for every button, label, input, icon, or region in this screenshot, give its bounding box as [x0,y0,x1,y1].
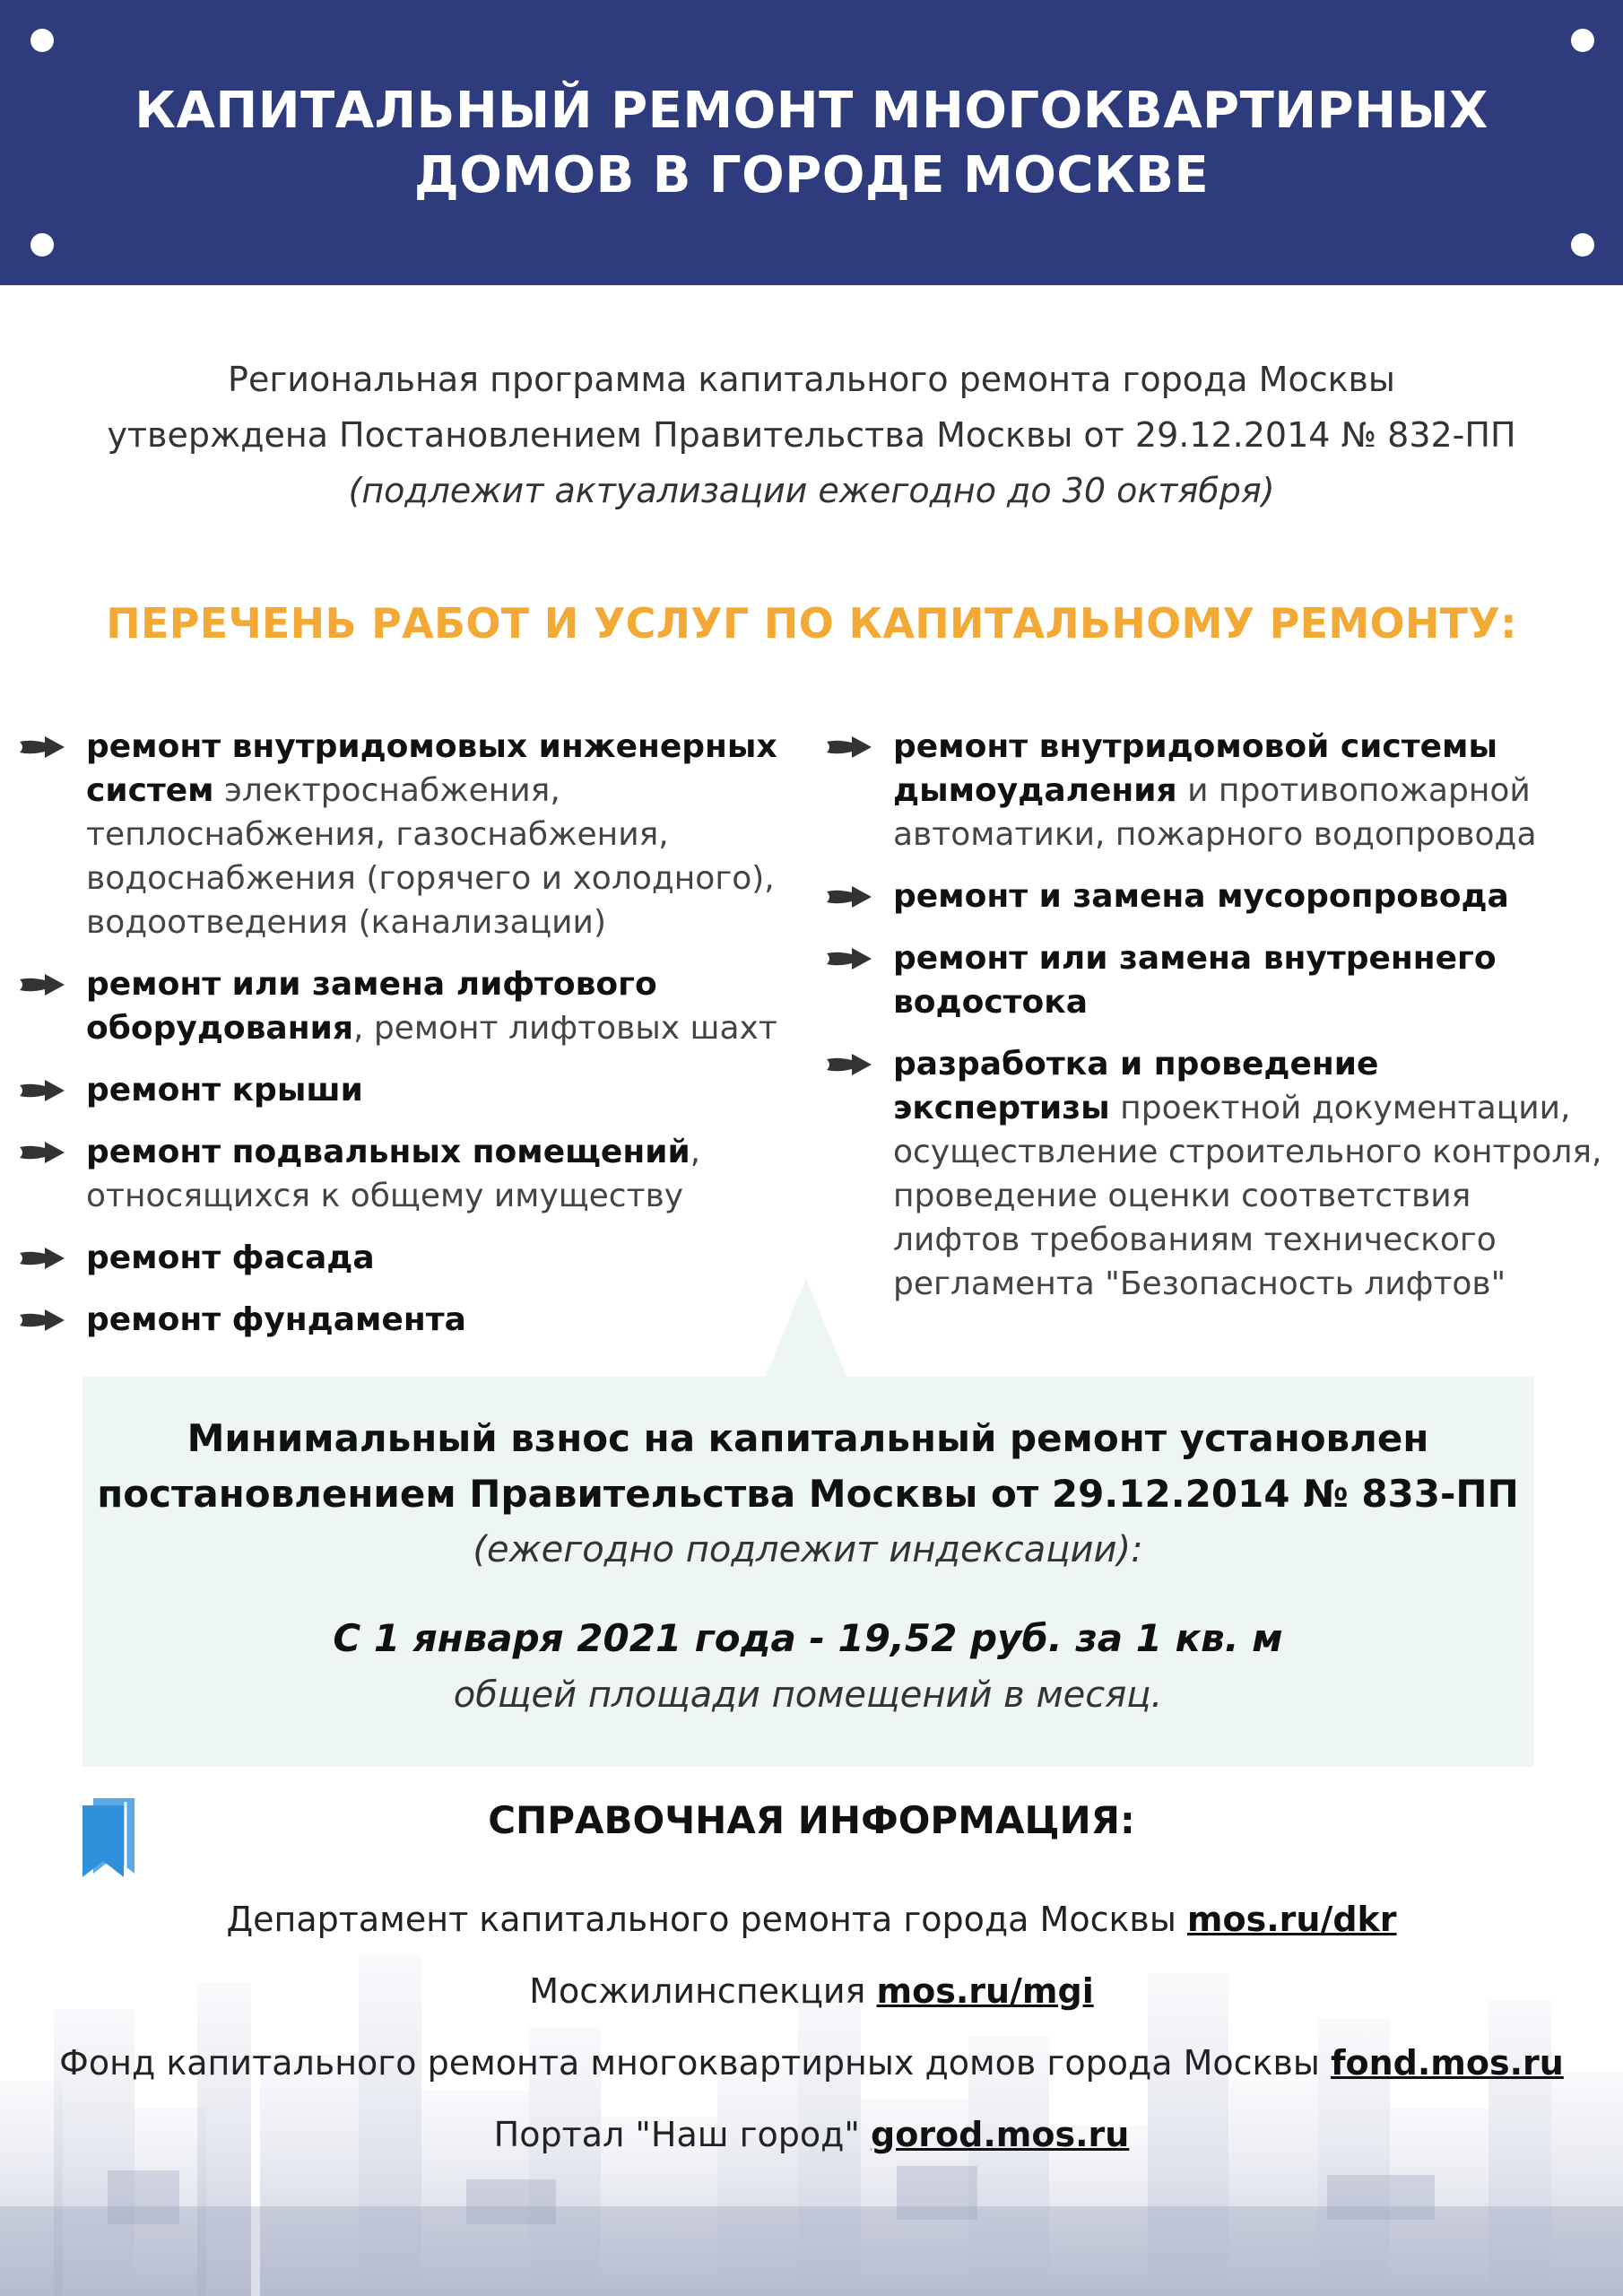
arrow-icon [18,1245,66,1272]
list-item [825,936,1605,1024]
link-gorod-mos[interactable]: gorod.mos.ru [871,2115,1130,2154]
intro-line2: утверждена Постановлением Правительства Москвы от 29.12.2014 № 832-ПП [107,415,1516,455]
reference-item-mgi [0,1971,1623,2011]
item-bold: ремонт фундамента [86,1301,466,1338]
list-item [18,1068,825,1112]
link-mos-mgi[interactable]: mos.ru/mgi [876,1971,1094,2011]
list-item [825,1042,1605,1306]
page-title-line1: КАПИТАЛЬНЫЙ РЕМОНТ МНОГОКВАРТИРНЫХ [135,82,1488,140]
item-text: электроснабжения, теплоснабжения, газоснабжения, водоснабжения (горячего и холодного), водоотведения (канализации) [86,772,775,941]
decor-dot [30,233,54,257]
decor-dot [1571,29,1594,52]
item-text: и противопожарной автоматики, пожарного водопровода [893,772,1537,853]
list-item [18,1236,825,1280]
arrow-icon [18,1307,66,1334]
contribution-line1: Минимальный взнос на капитальный ремонт установлен [187,1416,1429,1460]
list-item [825,874,1605,918]
reference-text: Мосжилинспекция [529,1971,877,2011]
intro-line1: Региональная программа капитального ремонта города Москвы [228,360,1395,399]
works-list-left [18,725,825,1360]
item-bold: ремонт внутридомовых инженерных систем [86,728,777,809]
list-item [18,725,825,944]
arrow-icon [825,734,873,761]
list-item [18,1298,825,1342]
decor-dot [30,29,54,52]
arrow-icon [18,734,66,761]
program-intro [0,352,1623,518]
contribution-line5: общей площади помещений в месяц. [453,1674,1163,1716]
decor-dot [1571,233,1594,257]
link-mos-dkr[interactable]: mos.ru/dkr [1186,1900,1397,1939]
list-item [825,725,1605,857]
contribution-rate: С 1 января 2021 года - 19,52 руб. за 1 кв. м [333,1616,1283,1660]
contribution-line3: (ежегодно подлежит индексации): [473,1529,1143,1570]
reference-text: Департамент капитального ремонта города Москвы [226,1900,1187,1939]
item-bold: ремонт и замена мусоропровода [893,878,1509,915]
item-bold: ремонт подвальных помещений [86,1134,690,1170]
reference-title: СПРАВОЧНАЯ ИНФОРМАЦИЯ: [488,1798,1135,1842]
works-list-right [825,725,1605,1324]
item-bold: ремонт внутридомовой системы дымоудаления [893,728,1497,809]
reference-item-dkr [0,1900,1623,1939]
arrow-icon [825,945,873,972]
item-bold: ремонт крыши [86,1072,363,1109]
arrow-icon [825,883,873,910]
page-title-line2: ДОМОВ В ГОРОДЕ МОСКВЕ [413,146,1210,204]
header-banner [0,0,1623,285]
reference-item-gorod [0,2115,1623,2154]
reference-item-fond [0,2043,1623,2083]
page-title [0,79,1623,208]
arrow-icon [18,1077,66,1104]
arrow-icon [825,1051,873,1078]
arrow-icon [18,1139,66,1166]
item-text: , ремонт лифтовых шахт [352,1010,777,1047]
link-fond-mos[interactable]: fond.mos.ru [1330,2043,1564,2083]
item-bold: разработка и проведение экспертизы [893,1046,1379,1126]
intro-line3: (подлежит актуализации ежегодно до 30 октября) [348,471,1275,510]
contribution-panel [82,1377,1533,1767]
item-bold: ремонт фасада [86,1239,375,1276]
item-bold: ремонт или замена внутреннего водостока [893,940,1497,1021]
item-text: , относящихся к общему имуществу [86,1134,701,1214]
reference-text: Портал "Наш город" [493,2115,871,2154]
list-item [18,962,825,1050]
city-skyline-background [0,1901,1623,2296]
arrow-icon [18,971,66,998]
panel-pointer [765,1278,847,1378]
item-text: проектной документации, осуществление строительного контроля, проведение оценки соответствия лифтов требованиям технического регламента "Безопасность лифтов" [893,1090,1602,1302]
reference-text: Фонд капитального ремонта многоквартирных домов города Москвы [59,2043,1331,2083]
contribution-line2: постановлением Правительства Москвы от 29.12.2014 № 833-ПП [97,1472,1519,1516]
works-section-title: ПЕРЕЧЕНЬ РАБОТ И УСЛУГ ПО КАПИТАЛЬНОМУ РЕМОНТУ: [106,599,1517,648]
item-bold: ремонт или замена лифтового оборудования [86,966,657,1047]
list-item [18,1130,825,1218]
